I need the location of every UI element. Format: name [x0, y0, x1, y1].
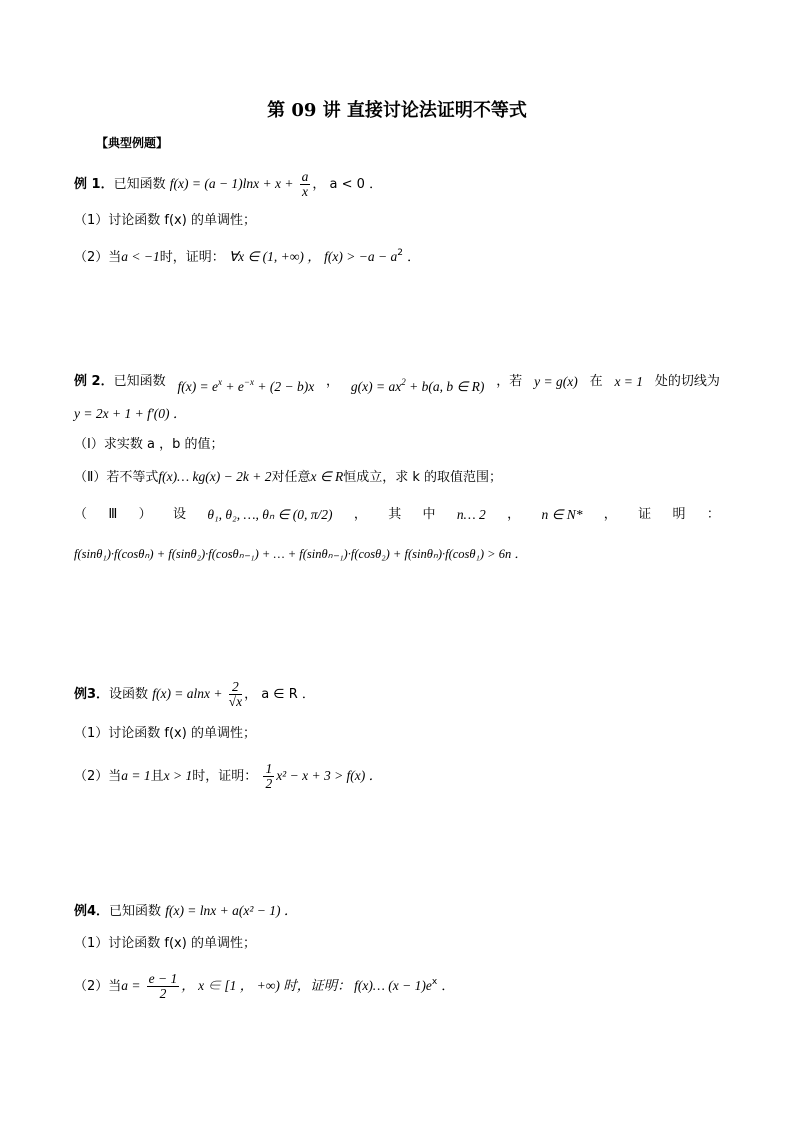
example-4-fraction: $\frac{e - 1}{2}$	[148, 971, 178, 1001]
example-3-label: 例3．	[74, 687, 110, 702]
example-2-question-2: （Ⅱ）若不等式f(x)… kg(x) − 2k + 2对任意x ∈ R恒成立，求 k 的取值范围；	[74, 469, 503, 485]
example-2-text: 已知函数	[113, 374, 166, 389]
question-math: ∀x ∈ (1, +∞) ， f(x) > −a − a	[228, 249, 398, 264]
example-2-label: 例 2．	[74, 374, 114, 389]
example-4-question-1: （1）讨论函数 f(x) 的单调性；	[74, 936, 256, 951]
example-4-statement: 例4．已知函数 f(x) = lnx + a(x² − 1) ．	[74, 903, 298, 919]
example-3-question-2: （2）当a = 1且x > 1时，证明： $\frac{1}{2}$ x² − x + 3 > f(x) ．	[74, 761, 383, 791]
example-4-label: 例4．	[74, 904, 110, 919]
question-prefix: （2）当	[74, 250, 122, 265]
question-end: ．	[407, 250, 421, 265]
example-2-f: $f(x) = e^x + e^{-x} + (2 - b)x$	[177, 377, 315, 394]
example-2-statement: 例 2．已知函数 $f(x) = e^x + e^{-x} + (2 - b)x$ ， $g(x) = ax^2 + b(a$, b ∈ R) ，若 y = g(x) 在 x = 1 处的切线为	[74, 374, 720, 394]
example-1-question-1: （1）讨论函数 f(x) 的单调性；	[74, 213, 256, 228]
fraction-denominator: x	[302, 184, 309, 199]
example-2-question-3: （ Ⅲ ） 设 θ₁, θ₂, …, θₙ ∈ (0, π/2) ， 其 中 n… 2 ， n ∈ N* ， 证 明 ：	[74, 507, 720, 522]
example-1-statement	[74, 170, 382, 199]
question-condition: a < −1	[121, 249, 160, 264]
question-middle: 时，证明：	[159, 250, 225, 265]
example-3-fraction: $\frac{2}{√x}$	[228, 679, 243, 709]
example-1-question-2	[74, 244, 420, 267]
example-4-question-2: （2）当a = $\frac{e - 1}{2}$ ， x ∈ [1 ， +∞) 时，证明： f(x)… $(x - 1)e^x$ ．	[74, 971, 455, 1001]
example-3-question-1: （1）讨论函数 f(x) 的单调性；	[74, 726, 256, 741]
example-3-half-fraction: $\frac{1}{2}$	[265, 761, 273, 791]
example-1-condition: ， a < 0 ．	[312, 177, 383, 192]
example-2-tangent-line: y = 2x + 1 + f′(0) ．	[74, 406, 187, 421]
example-1-label: 例 1．	[74, 177, 114, 192]
example-1-function: f(x) = (a − 1)lnx + x +	[169, 176, 294, 191]
example-3-statement: 例3．设函数 f(x) = alnx + $\frac{2}{√x}$ ， a ∈ R ．	[74, 679, 315, 709]
section-heading: 【典型例题】	[96, 136, 169, 150]
fraction-numerator: a	[301, 169, 309, 184]
superscript: 2	[397, 248, 403, 258]
example-1-fraction	[300, 170, 311, 199]
example-2-question-1: （Ⅰ）求实数 a ，b 的值；	[74, 437, 224, 452]
example-2-inequality: f(sinθ₁)·f(cosθₙ) + f(sinθ₂)·f(cosθₙ₋₁) + … + f(sinθₙ₋₁)·f(cosθ₂) + f(sinθₙ)·f(cosθ₁) > 6n ．	[74, 547, 527, 561]
example-2-g: $g(x) = ax^2 + b(a$, b ∈ R)	[350, 377, 485, 394]
example-1-text: 已知函数	[113, 177, 166, 192]
page-title: 第 09 讲 直接讨论法证明不等式	[267, 100, 527, 121]
